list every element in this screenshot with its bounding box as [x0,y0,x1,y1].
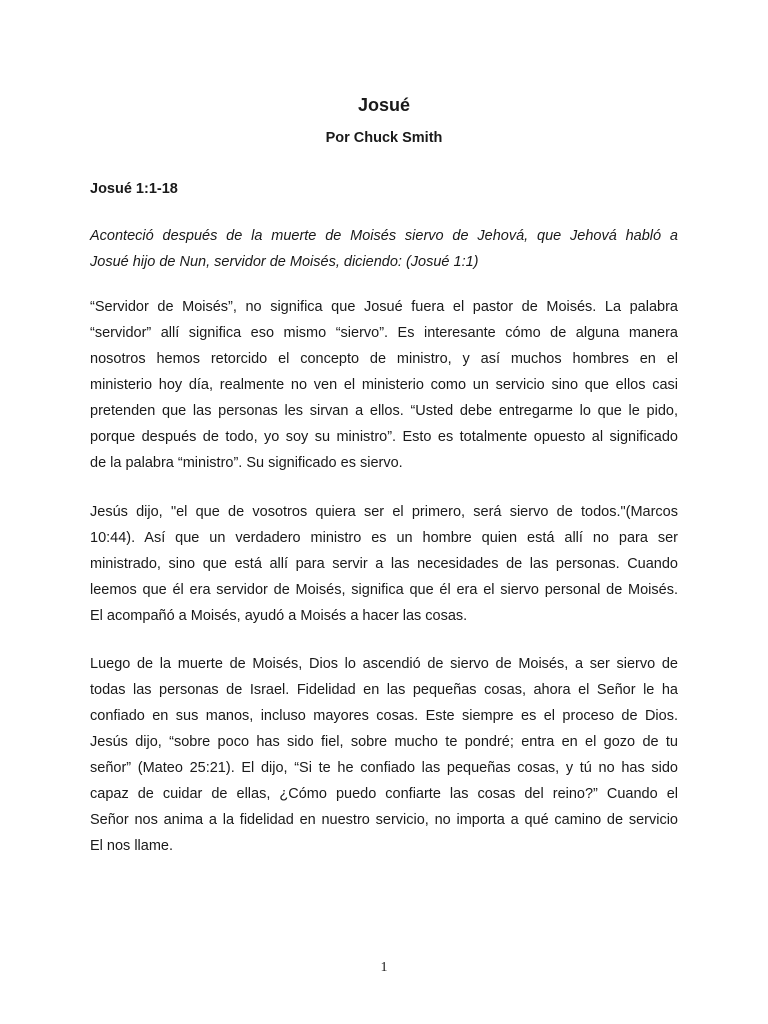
paragraph-line: Josué hijo de Nun, servidor de Moisés, diciendo: (Josué 1:1) [90,254,479,270]
paragraph-line: leemos que él era servidor de Moisés, significa que él era el siervo personal de Moisés. [90,582,678,598]
paragraph-line: porque después de todo, yo soy su ministro”. Esto es totalmente opuesto al significado [90,429,678,445]
section-heading: Josué 1:1-18 [90,181,178,197]
paragraph-line: ministerio hoy día, realmente no ven el ministerio como un servicio sino que ellos casi [90,377,678,393]
paragraph-line: de la palabra “ministro”. Su significado es siervo. [90,455,403,471]
body-paragraph [90,651,678,859]
paragraph-line: confiado en sus manos, incluso mayores cosas. Este siempre es el proceso de Dios. [90,708,678,724]
paragraph-line: “servidor” allí significa eso mismo “siervo”. Es interesante cómo de alguna manera [90,325,678,341]
paragraph-line: pretenden que las personas les sirvan a ellos. “Usted debe entregarme lo que le pido, [90,403,678,419]
paragraph-line: Jesús dijo, “sobre poco has sido fiel, sobre mucho te pondré; entra en el gozo de tu [90,734,678,750]
paragraph-line: Aconteció después de la muerte de Moisés siervo de Jehová, que Jehová habló a [90,228,678,244]
paragraph-line: señor” (Mateo 25:21). El dijo, “Si te he confiado las pequeñas cosas, y tú no has sido [90,760,678,776]
paragraph-line: 10:44). Así que un verdadero ministro es un hombre quien está allí no para ser [90,530,678,546]
document-author: Por Chuck Smith [325,130,443,146]
paragraph-line: Jesús dijo, "el que de vosotros quiera ser el primero, será siervo de todos."(Marcos [90,504,678,520]
paragraph-line: Luego de la muerte de Moisés, Dios lo ascendió de siervo de Moisés, a ser siervo de [90,656,678,672]
paragraph-line: todas las personas de Israel. Fidelidad en las pequeñas cosas, ahora el Señor le ha [90,682,678,698]
body-paragraph [90,294,678,476]
paragraph-line: “Servidor de Moisés”, no significa que Josué fuera el pastor de Moisés. La palabra [90,299,678,315]
document-title: Josué [357,95,411,115]
paragraph-line: nosotros hemos retorcido el concepto de ministro, y así muchos hombres en el [90,351,678,367]
page-number: 1 [380,960,388,975]
paragraph-line: capaz de cuidar de ellas, ¿Cómo puedo confiarte las cosas del reino?” Cuando el [90,786,678,802]
body-paragraph [90,499,678,629]
paragraph-line: El acompañó a Moisés, ayudó a Moisés a hacer las cosas. [90,608,468,624]
paragraph-line: El nos llame. [90,838,174,854]
paragraph-line: ministrado, sino que está allí para servir a las necesidades de las personas. Cuando [90,556,678,572]
paragraph-line: Señor nos anima a la fidelidad en nuestro servicio, no importa a qué camino de servicio [90,812,678,828]
scripture-quote-paragraph [90,223,678,275]
